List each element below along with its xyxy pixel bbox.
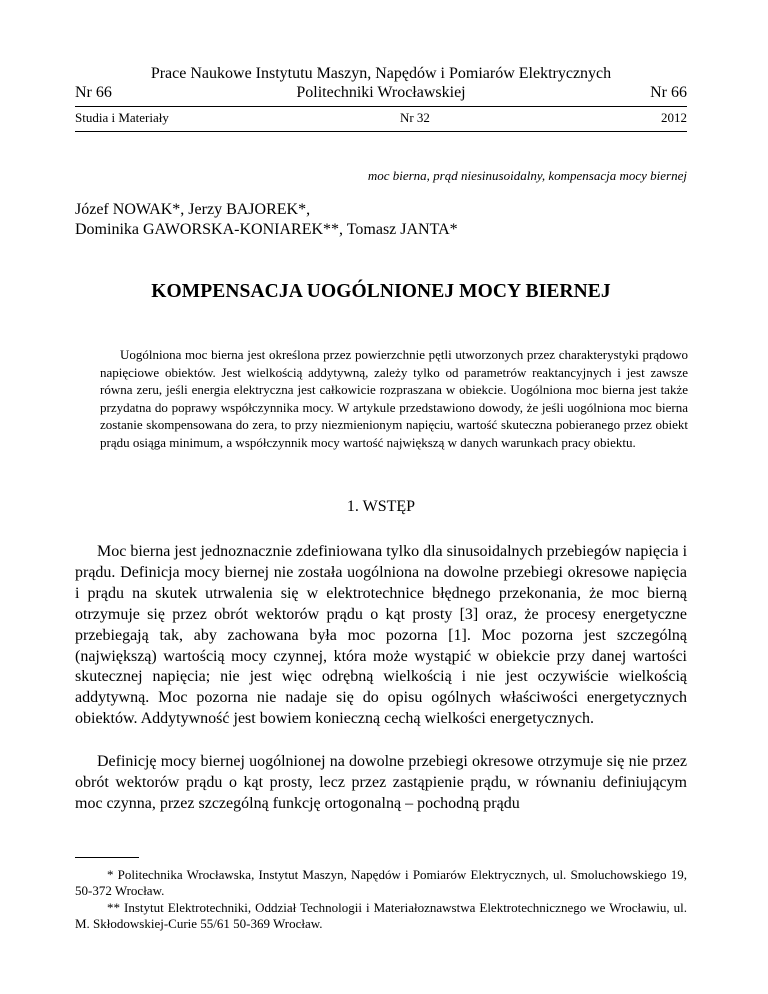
body-paragraph-2: Definicję mocy biernej uogólnionej na dowolne przebiegi okresowe otrzymuje się nie przez obrót wektorów prądu o kąt prosty, lecz przez zastąpienie prądu, w równaniu definiującym moc czynna, przez szczególną funkcję ortogonalną – pochodną prądu: [75, 753, 687, 812]
publication-year: 2012: [661, 110, 687, 125]
keywords: moc bierna, prąd niesinusoidalny, kompensacja mocy biernej: [367, 168, 687, 183]
author-list: [75, 200, 687, 240]
publication-meta-row: [75, 110, 687, 126]
issue-number-left: Nr 66: [75, 84, 112, 101]
header-divider-top: [75, 106, 687, 107]
paper-title: KOMPENSACJA UOGÓLNIONEJ MOCY BIERNEJ: [151, 281, 611, 302]
footnote-1: * Politechnika Wrocławska, Instytut Maszyn, Napędów i Pomiarów Elektrycznych, ul. Smoluchowskiego 19, 50-372 Wrocław.: [75, 867, 687, 898]
abstract: Uogólniona moc bierna jest określona przez powierzchnie pętli utworzonych przez charakterystyki prądowo napięciowe obiektów. Jest wielkością addytywną, zależy tylko od parametrów reaktancyjnych i jest zawsze równa zeru, jeśli energia elektryczna jest całkowicie rozpraszana w obiekcie. Uogólniona moc bierna jest także przydatna do poprawy współczynnika mocy. W artykule przedstawiono dowody, że jeśli uogólniona moc bierna zostanie skompensowana do zera, to przy niezmienionym napięciu, wartość skuteczna pobieranego przez obiekt prądu osiąga minimum, a współczynnik mocy wartość największą w danych warunkach pracy obiektu.: [100, 347, 688, 450]
body-paragraph-1: Moc bierna jest jednoznacznie zdefiniowana tylko dla sinusoidalnych przebiegów napięcia i prądu. Definicja mocy biernej nie została uogólniona na dowolne przebiegi okresowe napięcia i prądu na skutek utrwalenia się w elektrotechnice błędnego przekonania, że moc bierną otrzymuje się przez obrót wektorów prądu o kąt prosty [3] oraz, że procesy energetyczne przebiegają tak, aby zachowana była moc pozorna [1]. Moc pozorna jest szczególną (największą) wartością mocy czynnej, która może wystąpić w obiekcie przy danej wartości skutecznej napięcia; nie jest więc odrębną wielkością i nie jest oczywiście wielkością addytywną. Moc pozorna nie nadaje się do opisu ogólnych właściwości energetycznych obiektów. Addytywność jest bowiem konieczną cechą wielkości energetycznych.: [75, 543, 688, 728]
authors-line-2: Dominika GAWORSKA-KONIAREK**, Tomasz JANTA*: [75, 221, 458, 238]
footnote-divider: [75, 857, 139, 858]
header-divider-bottom: [75, 131, 687, 132]
journal-header-row: [75, 83, 687, 102]
university-name: Politechniki Wrocławskiej: [296, 84, 466, 101]
footnote-2: ** Instytut Elektrotechniki, Oddział Technologii i Materiałoznawstwa Elektrotechnicznego we Wrocławiu, ul. M. Skłodowskiej-Curie 55/61 50-369 Wrocław.: [75, 900, 687, 931]
section-heading: 1. WSTĘP: [346, 498, 416, 515]
journal-header-line: Prace Naukowe Instytutu Maszyn, Napędów i Pomiarów Elektrycznych: [150, 65, 612, 82]
authors-line-1: Józef NOWAK*, Jerzy BAJOREK*,: [75, 201, 311, 218]
series-number: Nr 32: [399, 110, 430, 125]
issue-number-right: Nr 66: [650, 84, 687, 101]
series-name: Studia i Materiały: [75, 110, 169, 125]
